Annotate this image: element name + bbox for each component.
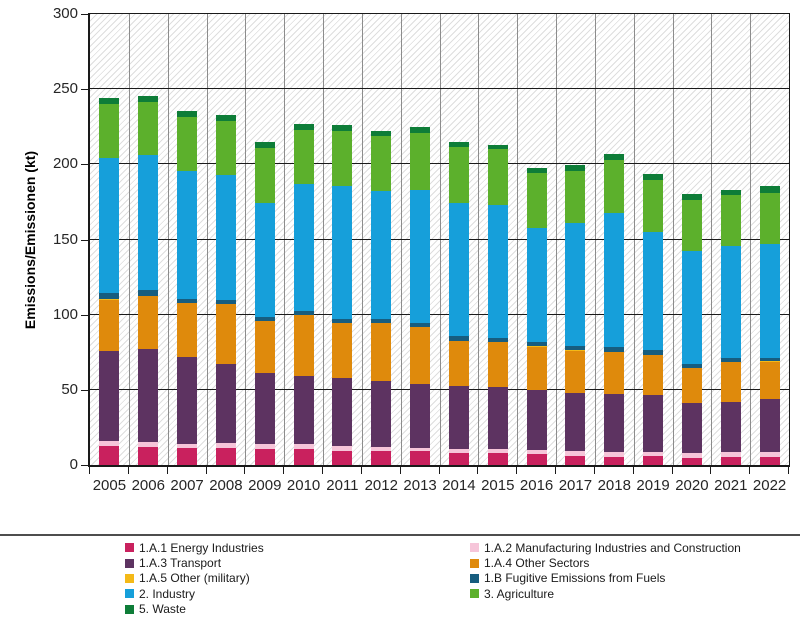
- legend-item: [470, 541, 741, 555]
- legend-label: 1.B Fugitive Emissions from Fuels: [484, 571, 666, 586]
- bar-segment: [643, 456, 663, 465]
- bar-2020: [682, 194, 702, 465]
- bar-segment: [332, 323, 352, 378]
- legend-swatch: [125, 559, 134, 568]
- bar-segment: [604, 154, 624, 161]
- y-axis-tick: [81, 465, 88, 466]
- bar-segment: [138, 155, 158, 290]
- column-gridline: [245, 14, 246, 465]
- column-gridline: [323, 14, 324, 465]
- bar-2007: [177, 111, 197, 465]
- bar-segment: [255, 449, 275, 465]
- column-gridline: [362, 14, 363, 465]
- y-axis-tick-label: 200: [52, 155, 78, 173]
- bar-segment: [410, 190, 430, 323]
- x-axis-tick: [672, 467, 673, 474]
- column-gridline: [284, 14, 285, 465]
- bar-segment: [294, 376, 314, 444]
- legend-label: 2. Industry: [139, 586, 196, 601]
- value-gridline: [90, 88, 789, 89]
- x-axis-tick: [788, 467, 789, 474]
- x-axis-tick-label: 2016: [519, 477, 554, 494]
- bar-segment: [371, 381, 391, 446]
- y-axis-tick-label: 300: [52, 5, 78, 22]
- x-axis-tick: [633, 467, 634, 474]
- bar-segment: [488, 453, 508, 465]
- bar-segment: [449, 203, 469, 337]
- x-axis-tick: [477, 467, 478, 474]
- legend-label: 3. Agriculture: [484, 586, 555, 601]
- x-axis-tick-label: 2008: [209, 477, 243, 494]
- legend-label: 1.A.1 Energy Industries: [139, 540, 264, 555]
- bar-segment: [488, 205, 508, 338]
- bar-segment: [177, 448, 197, 465]
- x-axis-tick-label: 2006: [131, 477, 165, 494]
- bar-segment: [604, 457, 624, 465]
- bar-segment: [255, 373, 275, 444]
- bar-segment: [682, 200, 702, 251]
- column-gridline: [750, 14, 751, 465]
- bar-segment: [371, 451, 391, 465]
- bar-segment: [332, 186, 352, 319]
- x-axis-tick-label: 2012: [364, 477, 398, 494]
- bar-segment: [643, 232, 663, 351]
- bar-segment: [332, 451, 352, 465]
- legend-label: 1.A.5 Other (military): [139, 571, 250, 586]
- x-axis-tick-label: 2010: [286, 477, 321, 494]
- x-axis-tick: [89, 467, 90, 474]
- bar-2021: [721, 190, 741, 465]
- bar-segment: [488, 387, 508, 449]
- legend-item: [470, 556, 741, 570]
- x-axis-tick-label: 2014: [442, 477, 476, 494]
- bar-segment: [527, 454, 547, 465]
- x-axis-tick-label: 2021: [714, 477, 748, 494]
- legend-item: [125, 602, 470, 616]
- x-axis-tick-label: 2011: [326, 477, 359, 494]
- column-gridline: [401, 14, 402, 465]
- bar-segment: [216, 121, 236, 176]
- bar-segment: [604, 160, 624, 212]
- bar-segment: [604, 352, 624, 394]
- legend-label: 1.A.3 Transport: [139, 556, 222, 571]
- bar-segment: [99, 300, 119, 351]
- bar-2018: [604, 154, 624, 465]
- y-axis-tick-label: 150: [52, 230, 78, 248]
- bar-segment: [138, 102, 158, 155]
- bar-2011: [332, 125, 352, 465]
- bar-segment: [294, 130, 314, 184]
- bar-segment: [99, 158, 119, 293]
- y-axis-tick-label: 0: [69, 456, 78, 473]
- bar-segment: [565, 456, 585, 465]
- bar-segment: [565, 223, 585, 346]
- legend-label: 1.A.4 Other Sectors: [484, 556, 590, 571]
- bar-segment: [449, 147, 469, 202]
- x-axis-tick: [128, 467, 129, 474]
- bar-segment: [177, 117, 197, 171]
- bar-segment: [643, 180, 663, 232]
- bar-2009: [255, 142, 275, 465]
- column-gridline: [207, 14, 208, 465]
- column-gridline: [129, 14, 130, 465]
- bar-segment: [99, 104, 119, 158]
- y-axis-tick-label: 250: [52, 80, 78, 98]
- column-gridline: [168, 14, 169, 465]
- bar-2006: [138, 96, 158, 465]
- bar-segment: [721, 195, 741, 245]
- column-gridline: [440, 14, 441, 465]
- bar-segment: [760, 362, 780, 400]
- y-axis-title: Emissions/Emissionen (kt): [22, 150, 38, 330]
- legend-swatch: [470, 559, 479, 568]
- bar-segment: [449, 386, 469, 449]
- y-axis-tick: [81, 14, 88, 15]
- bar-2014: [449, 142, 469, 465]
- x-axis-tick-label: 2020: [675, 477, 709, 494]
- bar-segment: [721, 362, 741, 401]
- legend-item: [125, 571, 470, 585]
- bar-2012: [371, 131, 391, 465]
- y-axis-tick: [81, 390, 88, 391]
- bar-segment: [527, 173, 547, 228]
- bar-segment: [643, 395, 663, 452]
- y-axis-tick: [81, 240, 88, 241]
- column-gridline: [673, 14, 674, 465]
- bar-segment: [760, 399, 780, 452]
- bar-segment: [682, 458, 702, 465]
- bar-segment: [294, 184, 314, 311]
- legend-swatch: [125, 574, 134, 583]
- bar-2016: [527, 168, 547, 465]
- bar-2015: [488, 145, 508, 465]
- x-axis-tick-label: 2015: [481, 477, 515, 494]
- legend-swatch: [470, 574, 479, 583]
- bar-segment: [371, 191, 391, 318]
- bar-segment: [565, 393, 585, 452]
- bar-segment: [99, 446, 119, 465]
- x-axis-tick: [361, 467, 362, 474]
- bar-segment: [410, 451, 430, 465]
- column-gridline: [556, 14, 557, 465]
- legend-label: 1.A.2 Manufacturing Industries and Construction: [484, 540, 741, 555]
- legend-separator-line: [0, 534, 800, 536]
- x-axis-tick: [710, 467, 711, 474]
- bar-segment: [294, 449, 314, 465]
- column-gridline: [517, 14, 518, 465]
- x-axis-tick-label: 2022: [752, 477, 787, 494]
- bar-segment: [682, 251, 702, 364]
- column-gridline: [595, 14, 596, 465]
- x-axis-tick-label: 2018: [597, 477, 631, 494]
- x-axis-tick-label: 2019: [636, 477, 670, 494]
- x-axis-tick: [749, 467, 750, 474]
- bar-segment: [216, 175, 236, 300]
- bar-segment: [177, 357, 197, 444]
- x-axis-tick: [555, 467, 556, 474]
- bar-segment: [527, 228, 547, 342]
- plot-area: [88, 13, 790, 467]
- legend-label: 5. Waste: [139, 602, 186, 617]
- legend-swatch: [470, 589, 479, 598]
- x-axis-tick-label: 2009: [248, 477, 282, 494]
- bar-2019: [643, 174, 663, 465]
- x-axis-tick: [167, 467, 168, 474]
- y-axis-tick-label: 100: [52, 305, 78, 323]
- bar-2008: [216, 115, 236, 465]
- legend-item: [125, 541, 470, 555]
- column-gridline: [478, 14, 479, 465]
- legend-swatch: [125, 543, 134, 552]
- bar-segment: [410, 327, 430, 384]
- bar-segment: [449, 341, 469, 386]
- legend-item: [125, 587, 470, 601]
- column-gridline: [711, 14, 712, 465]
- bar-segment: [371, 323, 391, 381]
- bar-segment: [565, 351, 585, 393]
- bar-segment: [177, 171, 197, 299]
- legend-item: [125, 556, 470, 570]
- bar-segment: [760, 244, 780, 357]
- bar-segment: [216, 448, 236, 465]
- bar-segment: [760, 457, 780, 465]
- x-axis-tick: [594, 467, 595, 474]
- x-axis-tick: [283, 467, 284, 474]
- bar-segment: [527, 390, 547, 450]
- bar-2022: [760, 186, 780, 465]
- bar-2013: [410, 127, 430, 465]
- bar-2010: [294, 124, 314, 465]
- column-gridline: [634, 14, 635, 465]
- y-axis-tick: [81, 164, 88, 165]
- y-axis-tick-label: 50: [61, 380, 78, 398]
- legend-item: [470, 587, 741, 601]
- x-axis-tick-label: 2005: [92, 477, 127, 494]
- x-axis-tick: [400, 467, 401, 474]
- bar-segment: [721, 402, 741, 453]
- bar-segment: [527, 347, 547, 391]
- bar-segment: [138, 447, 158, 465]
- bar-segment: [682, 368, 702, 403]
- bar-segment: [410, 133, 430, 190]
- bar-segment: [604, 394, 624, 452]
- bar-segment: [255, 148, 275, 203]
- bar-segment: [721, 246, 741, 358]
- bar-segment: [177, 303, 197, 356]
- bar-segment: [216, 304, 236, 364]
- bar-segment: [138, 349, 158, 441]
- bar-segment: [294, 315, 314, 376]
- bar-segment: [643, 355, 663, 395]
- x-axis-tick-label: 2017: [558, 477, 593, 494]
- bar-segment: [255, 321, 275, 373]
- bar-segment: [488, 149, 508, 204]
- bar-segment: [488, 342, 508, 387]
- x-axis-tick: [206, 467, 207, 474]
- bar-segment: [565, 171, 585, 223]
- bar-segment: [216, 364, 236, 443]
- x-axis-tick: [244, 467, 245, 474]
- legend-item: [470, 571, 741, 585]
- bar-segment: [449, 453, 469, 465]
- bar-2017: [565, 165, 585, 465]
- legend: [125, 540, 741, 617]
- x-axis-tick-label: 2013: [403, 477, 437, 494]
- y-axis-tick: [81, 89, 88, 90]
- bar-segment: [332, 131, 352, 186]
- bar-segment: [371, 136, 391, 191]
- bar-segment: [682, 403, 702, 453]
- bar-segment: [138, 296, 158, 349]
- bar-2005: [99, 98, 119, 465]
- x-axis-tick-label: 2007: [170, 477, 204, 494]
- y-axis-tick: [81, 315, 88, 316]
- legend-swatch: [125, 589, 134, 598]
- bar-segment: [760, 193, 780, 245]
- bar-segment: [255, 203, 275, 317]
- legend-swatch: [470, 543, 479, 552]
- x-axis-tick: [516, 467, 517, 474]
- x-axis-tick: [322, 467, 323, 474]
- bar-segment: [721, 457, 741, 465]
- bar-segment: [410, 384, 430, 447]
- legend-swatch: [125, 605, 134, 614]
- bar-segment: [604, 213, 624, 347]
- x-axis-tick: [439, 467, 440, 474]
- bar-segment: [99, 351, 119, 441]
- bar-segment: [332, 378, 352, 446]
